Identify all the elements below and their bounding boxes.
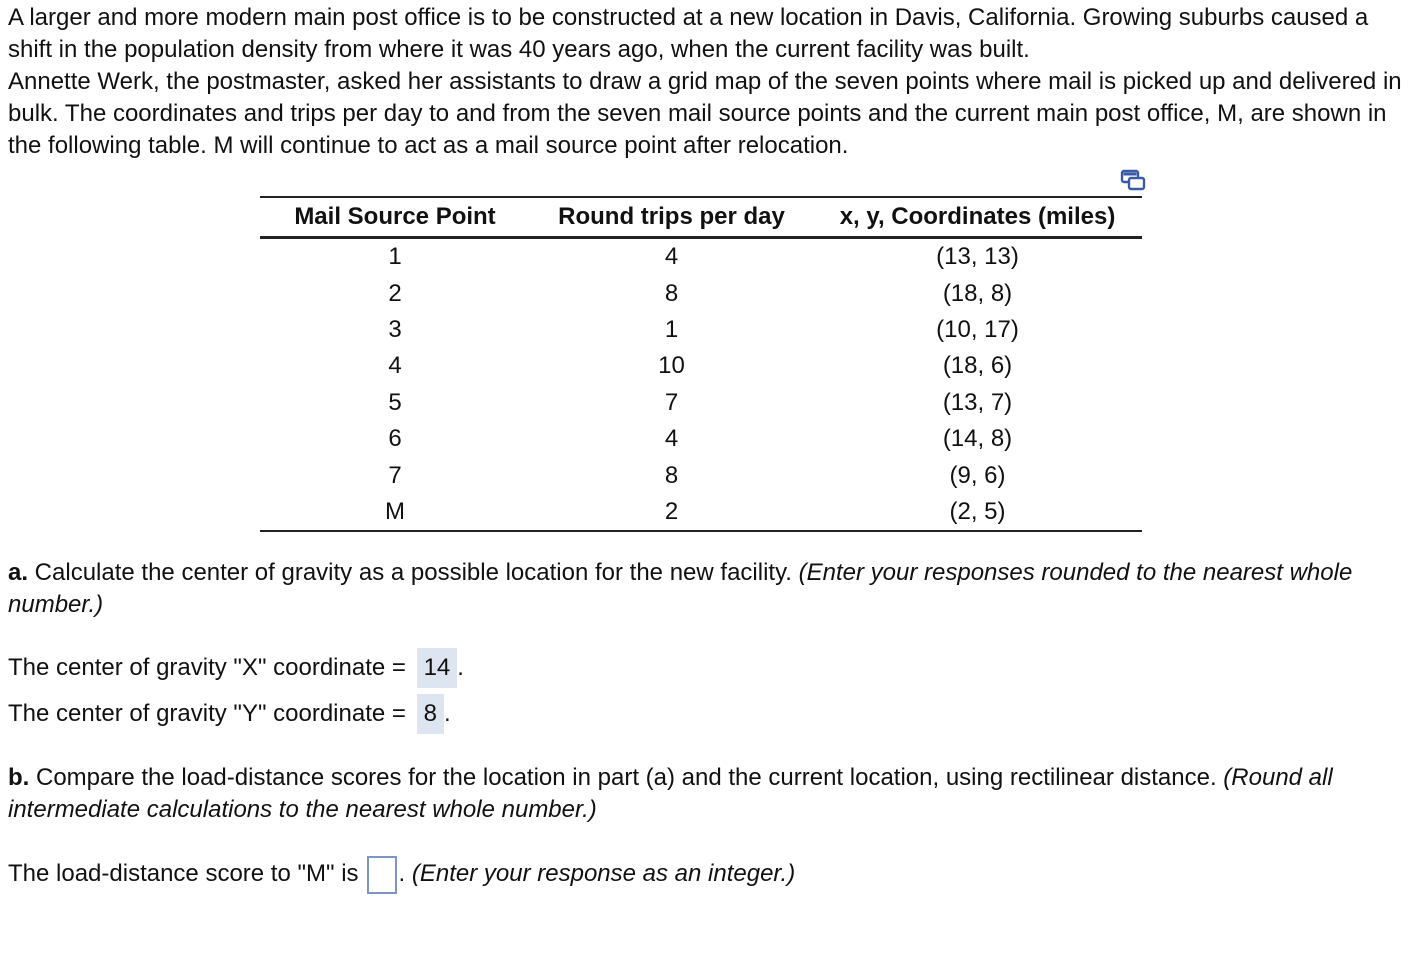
load-distance-m-input[interactable] [367, 856, 397, 894]
header-mail-source-point: Mail Source Point [260, 197, 530, 238]
table-row [260, 385, 1142, 421]
table-row [260, 421, 1142, 457]
table-row [260, 275, 1142, 311]
cell-trips: 8 [664, 279, 679, 307]
cell-point: 5 [388, 388, 402, 416]
part-a-question [8, 557, 1404, 621]
cell-trips: 1 [664, 315, 679, 343]
table-header-row [260, 197, 1142, 238]
center-y-line [8, 694, 451, 734]
center-x-answer[interactable]: 14 [417, 648, 458, 688]
cell-coords: (18, 8) [942, 279, 1013, 307]
cell-point: 1 [388, 243, 402, 271]
part-b-text: Compare the load-distance scores for the location in part (a) and the current location, using rectilinear distance. [29, 764, 1224, 791]
cell-coords: (14, 8) [942, 425, 1013, 453]
part-a-text: Calculate the center of gravity as a possible location for the new facility. [28, 559, 799, 586]
intro-paragraph-1: A larger and more modern main post office is to be constructed at a new location in Davis, California. Growing suburbs caused a shift in the population density from where it was 40 years ago, when the current facility was built. [8, 4, 1369, 63]
cell-trips: 2 [664, 497, 679, 525]
center-y-period: . [443, 700, 451, 727]
center-x-line [8, 648, 464, 688]
copy-table-icon[interactable] [1120, 169, 1146, 191]
cell-trips: 7 [664, 388, 679, 416]
table-row [260, 494, 1142, 531]
cell-trips: 10 [658, 352, 685, 380]
cell-point: 3 [388, 315, 402, 343]
center-x-period: . [457, 654, 464, 681]
cell-point: 7 [388, 461, 402, 489]
cell-point: 4 [388, 352, 402, 380]
table-row [260, 312, 1142, 348]
cell-trips: 4 [664, 425, 679, 453]
part-b-question [8, 762, 1404, 826]
cell-trips: 4 [664, 243, 679, 271]
cell-coords: (13, 13) [936, 243, 1019, 271]
table-row [260, 457, 1142, 493]
intro-paragraph-2: Annette Werk, the postmaster, asked her assistants to draw a grid map of the seven points where mail is picked up and delivered in bulk. The coordinates and trips per day to and from the seven mail source points and the current main post office, M, are shown in the following table. M will continue to act as a mail source point after relocation. [8, 68, 1402, 159]
center-y-answer[interactable]: 8 [417, 694, 444, 734]
cell-point: 6 [388, 425, 402, 453]
cell-coords: (2, 5) [949, 497, 1006, 525]
load-distance-m-line [8, 854, 795, 894]
part-a-label: a. [8, 559, 29, 586]
center-y-label: The center of gravity "Y" coordinate = [8, 700, 413, 727]
part-a-instruction: (Enter your responses rounded to the nearest whole number.) [8, 559, 1353, 618]
cell-coords: (9, 6) [949, 461, 1006, 489]
mail-source-table [260, 196, 1142, 532]
problem-intro [8, 2, 1404, 162]
cell-trips: 8 [664, 461, 679, 489]
load-distance-m-period: . [398, 860, 406, 887]
cell-coords: (13, 7) [942, 388, 1013, 416]
header-coordinates: x, y, Coordinates (miles) [813, 197, 1142, 238]
header-round-trips: Round trips per day [530, 197, 813, 238]
part-b-instruction: (Round all intermediate calculations to the nearest whole number.) [8, 764, 1333, 823]
table-row [260, 348, 1142, 384]
part-b-label: b. [8, 764, 30, 791]
table-row [260, 238, 1142, 276]
cell-coords: (18, 6) [942, 352, 1013, 380]
cell-point: M [385, 497, 405, 525]
load-distance-m-label: The load-distance score to "M" is [8, 860, 359, 887]
cell-point: 2 [388, 279, 402, 307]
center-x-label: The center of gravity "X" coordinate = [8, 654, 413, 681]
load-distance-m-hint: (Enter your response as an integer.) [411, 860, 796, 887]
cell-coords: (10, 17) [936, 315, 1019, 343]
